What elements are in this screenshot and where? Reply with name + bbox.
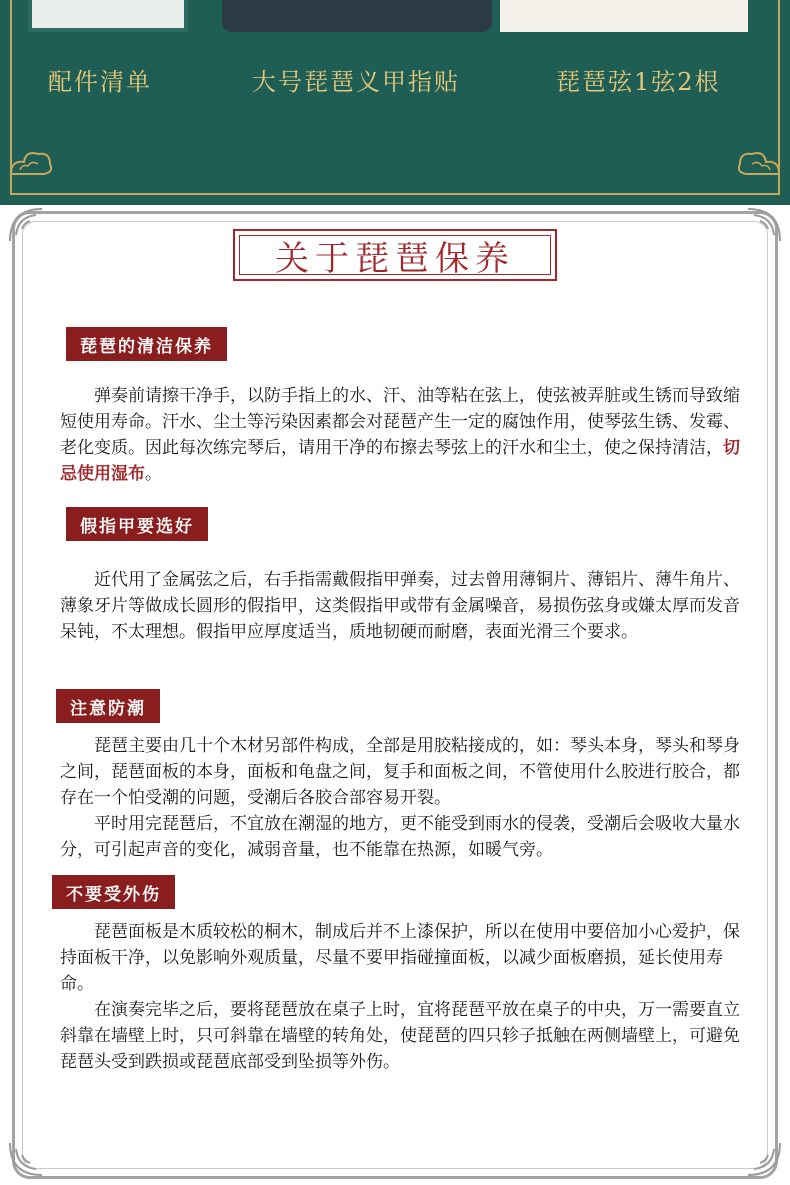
section-body-damage bbox=[60, 919, 750, 1075]
paragraph: 在演奏完毕之后，要将琵琶放在桌子上时，宜将琵琶平放在桌子的中央，万一需要直立斜靠在墙壁上时，只可斜靠在墙壁的转角处，使琵琶的四只轸子抵触在两侧墙壁上，可避免琵琶头受到跌损或琵琶底部受到坠损等外伤。 bbox=[60, 1000, 740, 1072]
strings-thumbnail bbox=[500, 0, 748, 32]
care-guide bbox=[0, 205, 790, 1185]
section-body-cleaning bbox=[60, 383, 750, 487]
section-heading-nails: 假指甲要选好 bbox=[66, 507, 208, 541]
caption-strings: 琵琶弦1弦2根 bbox=[556, 68, 721, 96]
page-title: 关于琵琶保养 bbox=[275, 238, 515, 279]
certificate-thumbnail bbox=[28, 0, 188, 32]
paragraph: 平时用完琵琶后，不宜放在潮湿的地方，更不能受到雨水的侵袭，受潮后会吸收大量水分，可引起声音的变化，减弱音量，也不能靠在热源，如暖气旁。 bbox=[60, 814, 740, 860]
paragraph: 弹奏前请擦干净手，以防手指上的水、汗、油等粘在弦上，使弦被弄脏或生锈而导致缩短使用寿命。汗水、尘土等污染因素都会对琵琶产生一定的腐蚀作用，使琴弦生锈、发霉、老化变质。因此每次练完琴后，请用干净的布擦去琴弦上的汗水和尘土，使之保持清洁，切忌使用湿布。 bbox=[60, 386, 740, 484]
section-heading-moisture: 注意防潮 bbox=[56, 689, 160, 723]
cloud-ornament-icon bbox=[6, 142, 56, 182]
section-heading-cleaning: 琵琶的清洁保养 bbox=[66, 327, 227, 361]
paragraph: 近代用了金属弦之后，右手指需戴假指甲弹奏，过去曾用薄铜片、薄铝片、薄牛角片、薄象牙片等做成长圆形的假指甲，这类假指甲或带有金属噪音，易损伤弦身或嫌太厚而发音呆钝，不太理想。假指甲应厚度适当，质地韧硬而耐磨，表面光滑三个要求。 bbox=[60, 570, 740, 642]
warning-highlight: 切忌使用湿布 bbox=[60, 438, 740, 484]
corner-scroll-icon bbox=[744, 1139, 784, 1179]
corner-scroll-icon bbox=[744, 205, 784, 245]
page-title-box bbox=[233, 229, 557, 281]
accessories-banner bbox=[0, 0, 790, 205]
section-heading-damage: 不要受外伤 bbox=[52, 875, 175, 909]
caption-accessory-list: 配件清单 bbox=[48, 68, 152, 96]
paragraph: 琵琶主要由几十个木材另部件构成，全部是用胶粘接成的，如：琴头本身，琴头和琴身之间，琵琶面板的本身，面板和龟盘之间，复手和面板之间，不管使用什么胶进行胶合，都存在一个怕受潮的问题，受潮后各胶合部容易开裂。 bbox=[60, 736, 740, 808]
caption-nail-tape: 大号琵琶义甲指贴 bbox=[252, 68, 460, 96]
section-body-nails bbox=[60, 567, 750, 645]
corner-scroll-icon bbox=[6, 205, 46, 245]
corner-scroll-icon bbox=[6, 1139, 46, 1179]
cloud-ornament-icon bbox=[734, 142, 784, 182]
nail-tape-thumbnail bbox=[222, 0, 492, 32]
paragraph: 琵琶面板是木质较松的桐木，制成后并不上漆保护，所以在使用中要倍加小心爱护，保持面板干净，以免影响外观质量，尽量不要甲指碰撞面板，以减少面板磨损，延长使用寿命。 bbox=[60, 922, 740, 994]
section-body-moisture bbox=[60, 733, 750, 863]
